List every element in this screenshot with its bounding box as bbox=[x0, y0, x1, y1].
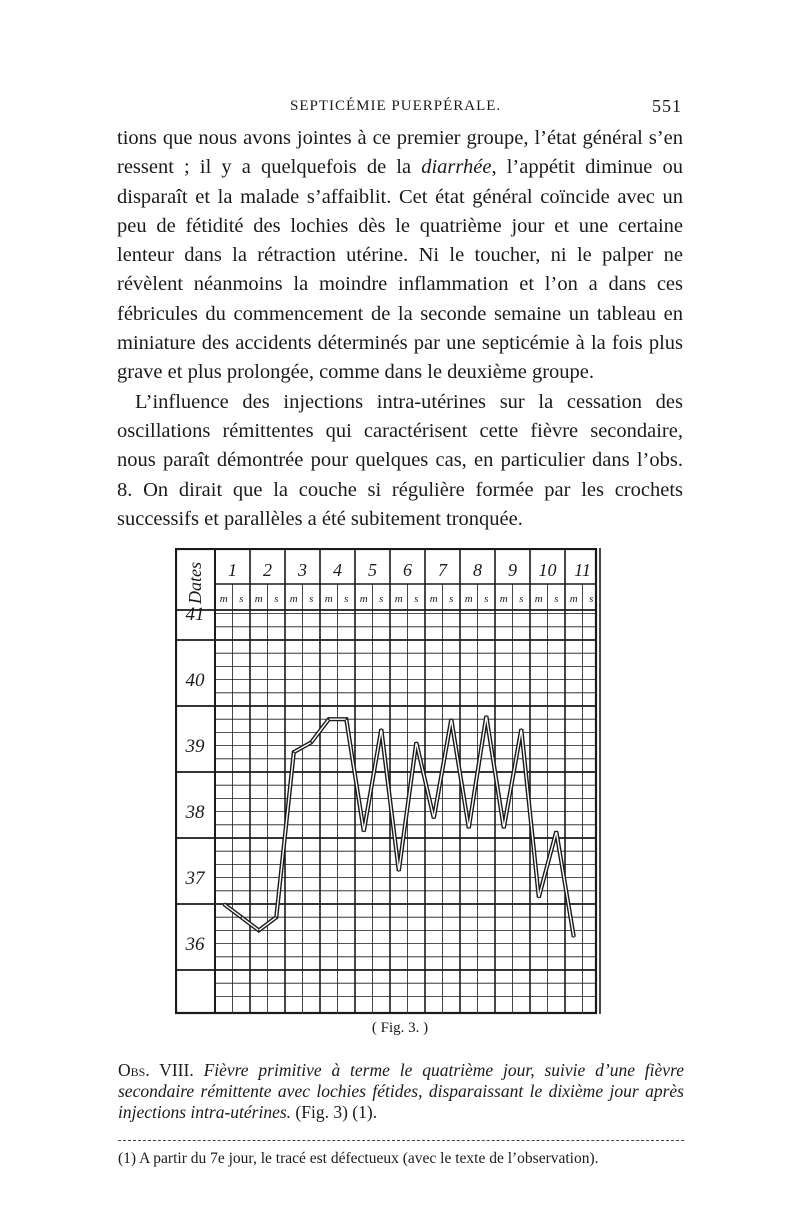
slot-label-s: s bbox=[484, 593, 489, 605]
day-label-9: 9 bbox=[508, 560, 517, 580]
day-label-11: 11 bbox=[574, 560, 591, 580]
y-label-38: 38 bbox=[185, 802, 205, 823]
figure-caption: ( Fig. 3. ) bbox=[371, 1020, 429, 1036]
y-label-39: 39 bbox=[185, 736, 205, 757]
temperature-point bbox=[345, 718, 347, 720]
day-label-1: 1 bbox=[228, 560, 237, 580]
observation-lead: Obs. VIII. bbox=[118, 1060, 194, 1080]
temperature-point bbox=[520, 728, 522, 730]
temperature-point bbox=[573, 936, 575, 938]
slot-label-s: s bbox=[449, 593, 454, 605]
temperature-point bbox=[538, 897, 540, 899]
slot-label-s: s bbox=[379, 593, 384, 605]
slot-label-m: m bbox=[394, 593, 403, 605]
temperature-point bbox=[555, 831, 557, 833]
slot-label-m: m bbox=[534, 593, 543, 605]
temperature-point bbox=[380, 728, 382, 730]
p1-segment-0: tions que nous avons jointes à ce premier groupe, l’état général s’en ressent ; il y a quelquefois de la bbox=[117, 127, 683, 179]
temperature-point bbox=[223, 903, 225, 905]
observation-paragraph bbox=[118, 1060, 684, 1123]
slot-label-s: s bbox=[554, 593, 559, 605]
page-number: 551 bbox=[652, 96, 682, 116]
day-label-5: 5 bbox=[368, 560, 377, 580]
day-label-4: 4 bbox=[333, 560, 342, 580]
p2-segment-0: L’influence des injections intra-utérines sur la cessation des oscillations rémittentes qui caractérisent cette fièvre secondaire, nous paraît démontrée pour quelques cas, en particulier dans l’obs. 8. On dirait que la couche si régulière formée par les crochets successifs et parallèles a été subitement tronquée. bbox=[117, 390, 683, 530]
p1-segment-1: diarrhée bbox=[421, 156, 492, 179]
temperature-chart bbox=[175, 548, 605, 1018]
day-label-7: 7 bbox=[438, 560, 447, 580]
slot-label-m: m bbox=[289, 593, 298, 605]
observation-title: Fièvre primitive à terme le quatrième jour, suivie d’une fièvre secondaire rémittente avec lochies fétides, disparaissant le dixième jour après injections intra-utérines. bbox=[118, 1060, 684, 1122]
temperature-point bbox=[293, 751, 295, 753]
paragraph-continuation bbox=[117, 124, 683, 388]
day-label-6: 6 bbox=[403, 560, 412, 580]
slot-label-m: m bbox=[569, 593, 578, 605]
corner-dates-label: Dates bbox=[185, 562, 205, 604]
paragraph-injections bbox=[117, 388, 683, 534]
temperature-point bbox=[258, 930, 260, 932]
y-label-36: 36 bbox=[185, 934, 205, 955]
observation-tail: (Fig. 3) (1). bbox=[291, 1102, 378, 1122]
body-text bbox=[117, 124, 683, 534]
temperature-point bbox=[398, 870, 400, 872]
slot-label-m: m bbox=[254, 593, 263, 605]
slot-label-m: m bbox=[324, 593, 333, 605]
running-head-title: SEPTICÉMIE PUERPÉRALE. bbox=[290, 98, 502, 114]
temperature-chart-figure bbox=[175, 548, 605, 1022]
temperature-point bbox=[275, 916, 277, 918]
slot-label-m: m bbox=[499, 593, 508, 605]
y-label-37: 37 bbox=[185, 868, 205, 889]
temperature-point bbox=[450, 718, 452, 720]
temperature-point bbox=[415, 742, 417, 744]
footnote-rule bbox=[118, 1140, 684, 1141]
slot-label-m: m bbox=[429, 593, 438, 605]
temperature-point bbox=[363, 831, 365, 833]
slot-label-m: m bbox=[219, 593, 228, 605]
temperature-point bbox=[433, 817, 435, 819]
slot-label-m: m bbox=[464, 593, 473, 605]
slot-label-s: s bbox=[309, 593, 314, 605]
slot-label-s: s bbox=[589, 593, 594, 605]
temperature-point bbox=[503, 827, 505, 829]
y-label-41: 41 bbox=[185, 604, 205, 625]
temperature-point bbox=[240, 916, 242, 918]
temperature-point bbox=[328, 718, 330, 720]
slot-label-s: s bbox=[519, 593, 524, 605]
temperature-point bbox=[310, 742, 312, 744]
slot-label-s: s bbox=[239, 593, 244, 605]
y-label-40: 40 bbox=[185, 670, 205, 691]
footnote: (1) A partir du 7e jour, le tracé est défectueux (avec le texte de l’observation). bbox=[118, 1150, 599, 1167]
day-label-3: 3 bbox=[298, 560, 307, 580]
day-label-10: 10 bbox=[538, 560, 557, 580]
slot-label-s: s bbox=[344, 593, 349, 605]
slot-label-s: s bbox=[414, 593, 419, 605]
day-label-8: 8 bbox=[473, 560, 482, 580]
temperature-point bbox=[468, 827, 470, 829]
p1-segment-2: , l’appétit diminue ou disparaît et la malade s’affaiblit. Cet état général coïncide avec un peu de fétidité des lochies dès le quatrième jour et une certaine lenteur dans la rétraction utérine. Ni le toucher, ni le palper ne révèlent néanmoins la moindre inflammation et l’on a dans ces fébricules du commencement de la seconde semaine un tableau en miniature des accidents déterminés par une septicémie à la fois plus grave et plus prolongée, comme dans le deuxième groupe. bbox=[117, 156, 683, 384]
slot-label-s: s bbox=[274, 593, 279, 605]
day-label-2: 2 bbox=[263, 560, 272, 580]
slot-label-m: m bbox=[359, 593, 368, 605]
temperature-point bbox=[485, 715, 487, 717]
